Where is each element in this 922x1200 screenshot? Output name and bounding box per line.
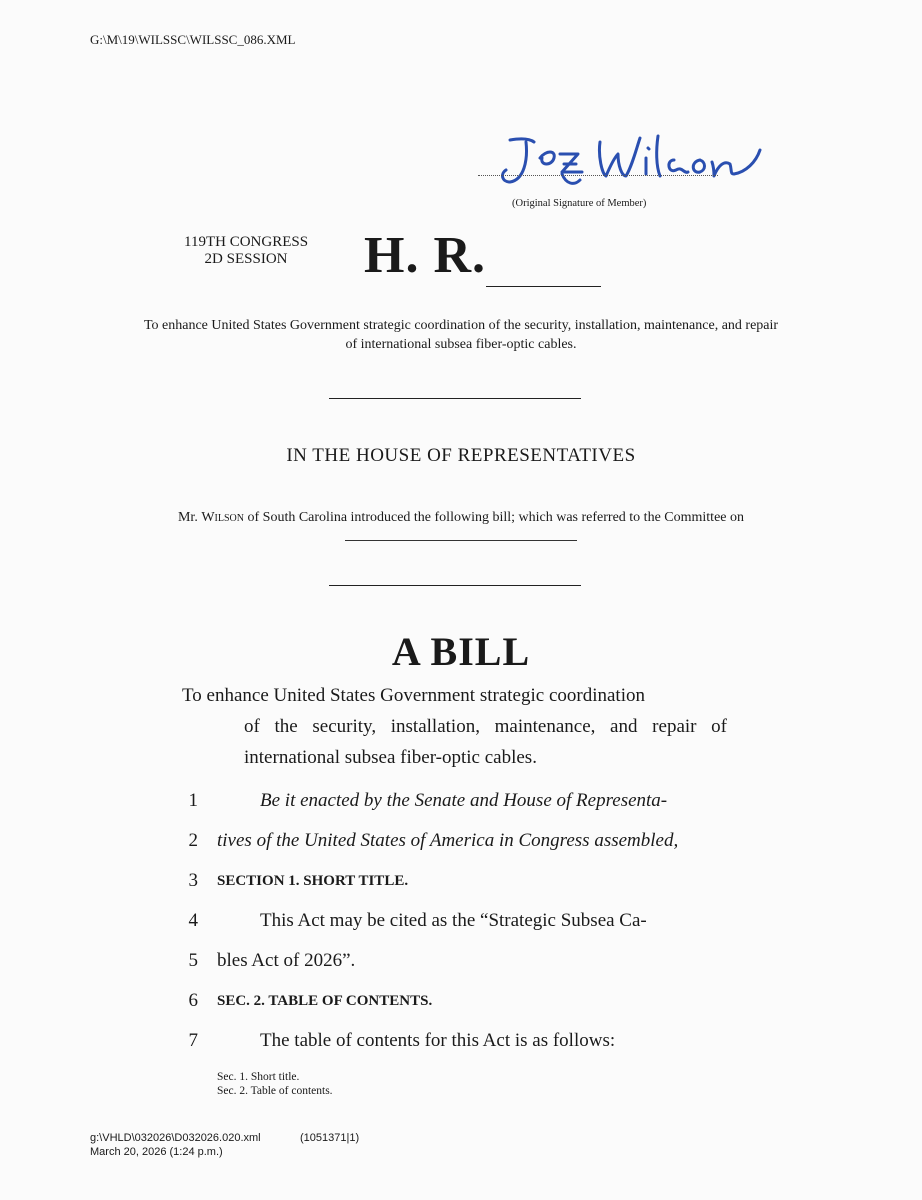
- congress-session: [184, 234, 308, 268]
- member-signature: [490, 120, 770, 200]
- intro-prefix: Mr.: [177, 510, 202, 525]
- long-title-rest: of the security, installation, maintenance, and repair of international subsea fiber-optic cables.: [244, 716, 727, 768]
- intro-text: of South Carolina introduced the following bill; which was referred to the Committee on: [244, 510, 745, 525]
- line-number: 5: [188, 950, 198, 971]
- line-number: 3: [188, 870, 198, 891]
- toc-entry: Sec. 1. Short title.: [217, 1071, 300, 1083]
- section-text: The table of contents for this Act is as follows:: [260, 1030, 616, 1051]
- member-name: Wilson: [201, 510, 244, 525]
- long-title: [182, 680, 727, 773]
- enacting-clause: tives of the United States of America in Congress assembled,: [217, 830, 679, 851]
- line-number: 4: [188, 910, 198, 931]
- line-number: 1: [188, 790, 198, 811]
- line-number: 2: [188, 830, 198, 851]
- section-heading: SECTION 1. SHORT TITLE.: [217, 873, 409, 889]
- bill-heading: A BILL: [391, 629, 531, 674]
- session-number: 2D SESSION: [204, 251, 288, 267]
- long-title-first: To enhance United States Government strategic coordination: [182, 685, 645, 706]
- document-file-path: G:\M\19\WILSSC\WILSSC_086.XML: [90, 32, 296, 47]
- congress-number: 119TH CONGRESS: [184, 234, 309, 250]
- footer-datetime: March 20, 2026 (1:24 p.m.): [90, 1146, 223, 1158]
- line-number: 6: [188, 990, 198, 1011]
- signature-line: [478, 175, 718, 176]
- section-text: This Act may be cited as the “Strategic Subsea Ca-: [260, 910, 647, 931]
- table-of-contents: [217, 1070, 333, 1098]
- toc-entry: Sec. 2. Table of contents.: [217, 1085, 333, 1097]
- bill-number: H. R.: [364, 227, 486, 284]
- section-text: bles Act of 2026”.: [217, 950, 356, 971]
- bill-number-blank: [486, 286, 601, 287]
- divider-rule: [329, 585, 581, 586]
- committee-blank: [345, 528, 577, 541]
- section-heading: SEC. 2. TABLE OF CONTENTS.: [217, 993, 433, 1009]
- divider-rule: [329, 398, 581, 399]
- short-title: To enhance United States Government strategic coordination of the security, installation, maintenance, and repair of international subsea fiber-optic cables.: [143, 318, 779, 352]
- footer-id: (1051371|1): [300, 1132, 360, 1144]
- signature-caption: (Original Signature of Member): [512, 198, 647, 209]
- footer-path: g:\VHLD\032026\D032026.020.xml: [90, 1132, 261, 1144]
- chamber-heading: IN THE HOUSE OF REPRESENTATIVES: [286, 445, 636, 466]
- introduction-statement: [140, 508, 782, 548]
- line-number: 7: [188, 1030, 198, 1051]
- enacting-clause: Be it enacted by the Senate and House of Representa-: [260, 790, 668, 811]
